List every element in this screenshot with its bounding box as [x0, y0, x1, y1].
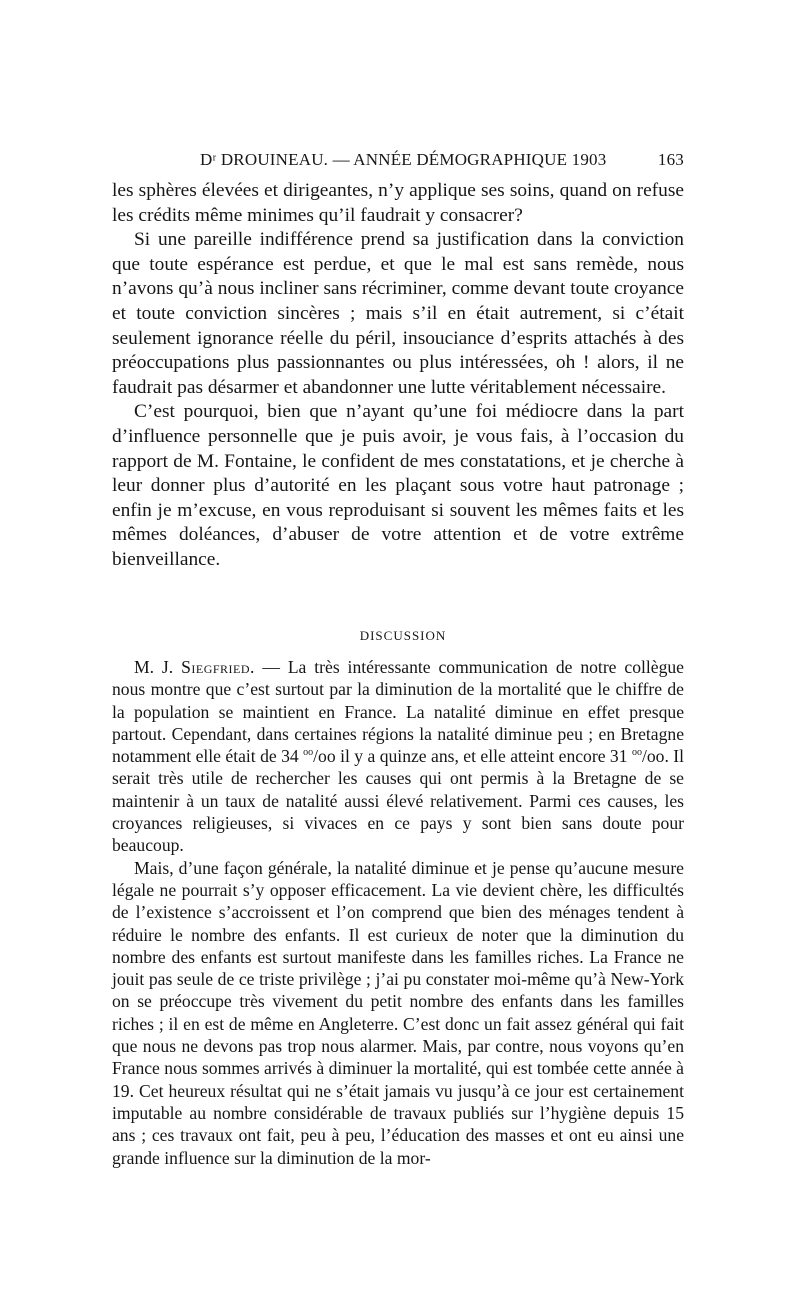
speaker-name: Siegfried — [181, 657, 251, 677]
permille-tail: /oo — [313, 746, 336, 767]
running-title: Dʳ DROUINEAU. — ANNÉE DÉMOGRAPHIQUE 1903 — [200, 150, 607, 169]
speaker-suffix: . — — [250, 657, 288, 677]
text-segment: La très intéressante communication de notre collègue nous montre que c’est surtout par la diminution de la mortalité que le chiffre de la population se maintient en France. La natalité diminue en effet presque partout. Cependant, dans certaines régions la natalité diminue peu ; en Bretagne notamment elle était de 34 — [112, 657, 684, 767]
text-segment: . Il serait très utile de rechercher les causes qui ont permis à la Bretagne de se maintenir à un taux de natalité aussi élevé relativement. Parmi ces causes, les croyances religieuses, si vivaces en ce pays y sont bien sans doute pour beaucoup. — [112, 746, 685, 856]
speaker-prefix: M. J. — [134, 657, 182, 677]
paragraph — [112, 656, 684, 857]
discussion-text — [112, 656, 684, 1169]
body-text — [112, 179, 684, 573]
paragraph: les sphères élevées et dirigeantes, n’y applique ses soins, quand on refuse les crédits même minimes qu’il faudrait y consacrer? — [112, 180, 684, 226]
paragraph: C’est pourquoi, bien que n’ayant qu’une foi médiocre dans la part d’influence personnelle que je puis avoir, je vous fais, à l’occasion du rapport de M. Fontaine, le confident de mes constatations, et je cherche à leur donner plus d’autorité en les plaçant sous votre haut patronage ; enfin je m’excuse, en vous reproduisant si souvent les mêmes faits et les mêmes doléances, d’abuser de votre attention et de votre extrême bienveillance. — [112, 401, 684, 570]
page-header — [112, 150, 684, 176]
paragraph: Mais, d’une façon générale, la natalité diminue et je pense qu’aucune mesure légale ne pourrait s’y opposer efficacement. La vie devient chère, les difficultés de l’existence s’accroissent et l’on comprend que bien des ménages tendent à réduire le nombre des enfants. Il est curieux de noter que la diminution du nombre des enfants est surtout manifeste dans les familles riches. La France ne jouit pas seule de ce triste privilège ; j’ai pu constater moi-même qu’à New-York on se préoccupe très vivement du petit nombre des enfants dans les familles riches ; il en est de même en Angleterre. C’est donc un fait assez général qui fait que nous ne devons pas trop nous alarmer. Mais, par contre, nous voyons qu’en France nous sommes arrivés à diminuer la mortalité, qui est tombée cette année à 19. Cet heureux résultat qui ne s’était jamais vu jusqu’à ce jour est certainement imputable au nombre considérable de travaux publiés sur l’hygiène depuis 15 ans ; ces travaux ont fait, peu à peu, l’éducation des masses et ont eu ainsi une grande influence sur la diminution de la mor- — [112, 857, 684, 1168]
permille-tail: /oo — [641, 746, 665, 767]
text-segment: il y a quinze ans, et elle atteint encore 31 — [335, 746, 632, 767]
section-title: DISCUSSION — [359, 628, 447, 643]
permille-mark: oo — [303, 747, 314, 759]
page-number: 163 — [657, 150, 684, 169]
paragraph: Si une pareille indifférence prend sa justification dans la conviction que toute espérance est perdue, et que le mal est sans remède, nous n’avons qu’à nous incliner sans récriminer, comme devant toute croyance et toute conviction sincères ; mais s’il en était autrement, si c’était seulement ignorance réelle du péril, insouciance d’esprits attachés à des préoccupations plus passionnantes ou plus intéressées, oh ! alors, il ne faudrait pas désarmer et abandonner une lutte véritablement nécessaire. — [112, 229, 684, 398]
permille-mark: oo — [631, 747, 642, 759]
